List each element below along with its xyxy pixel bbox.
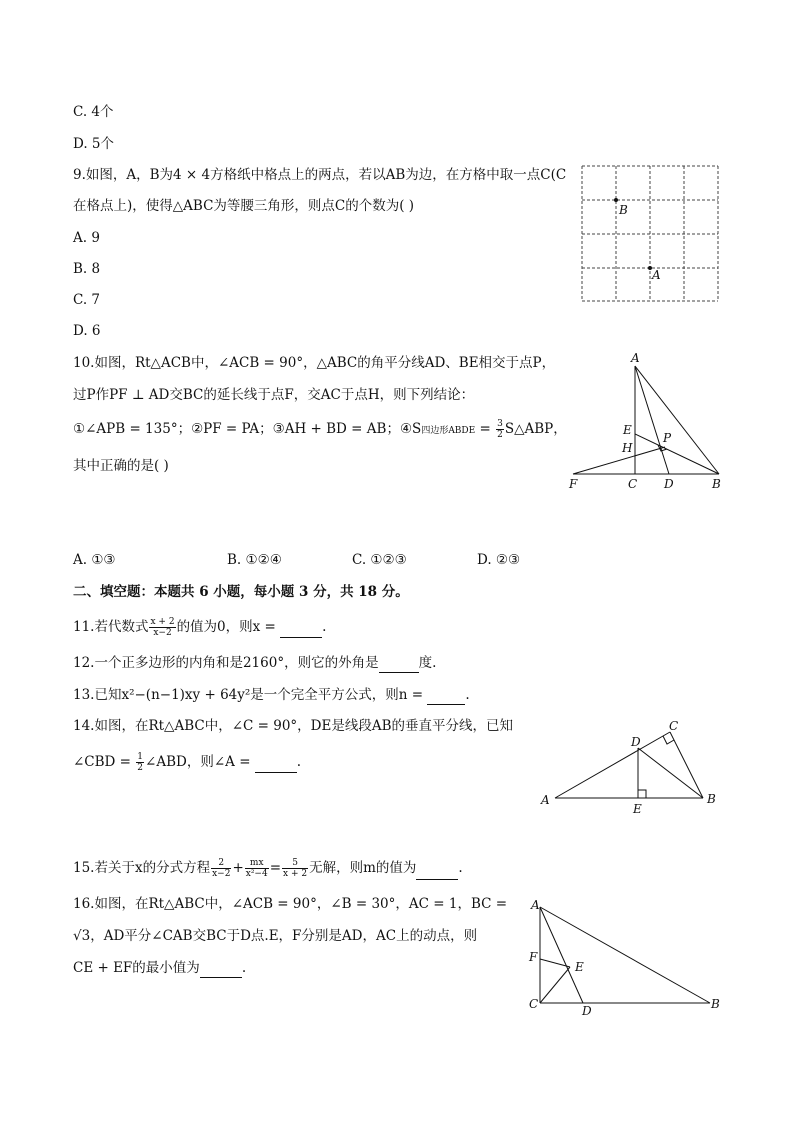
- q16-label-a: A: [531, 898, 540, 912]
- q14-answer-blank[interactable]: [255, 758, 297, 773]
- q14-triangle-figure: [535, 718, 725, 818]
- q10-label-f: F: [569, 477, 578, 491]
- q9-point-b: [614, 198, 618, 202]
- q16-label-c: C: [529, 997, 539, 1011]
- q16-stem-line1: 16.如图，在Rt△ABC中，∠ACB = 90°，∠B = 30°，AC = 1，BC =: [73, 896, 508, 912]
- q10-stem-line3: 其中正确的是( ): [73, 458, 169, 474]
- q10-stmt-end: S△ABP，: [504, 421, 567, 437]
- q16-label-b: B: [711, 997, 720, 1011]
- q12-line: 12.一个正多边形的内角和是2160°，则它的外角是 度.: [73, 655, 437, 671]
- q10-statements: [73, 418, 567, 442]
- q14-line2: ∠CBD = $\frac{1}{2}$ ∠ABD，则∠A = .: [73, 752, 302, 773]
- q14-stem-line1: 14.如图，在Rt△ABC中，∠C = 90°，DE是线段AB的垂直平分线，已知: [73, 718, 514, 734]
- q16-triangle-figure: [525, 895, 725, 1020]
- q9-option-a: A. 9: [73, 230, 100, 246]
- q9-label-a: A: [652, 268, 661, 282]
- q10-option-a: A. ①③: [73, 552, 116, 568]
- q12-answer-blank[interactable]: [379, 658, 419, 673]
- q8-option-d: D. 5个: [73, 136, 115, 152]
- q10-stem-line2: 过P作PF ⊥ AD交BC的延长线于点F，交AC于点H，则下列结论：: [73, 387, 475, 403]
- q10-label-h: H: [622, 441, 633, 455]
- q9-option-c: C. 7: [73, 292, 101, 308]
- q16-label-f: F: [529, 950, 538, 964]
- q16-stem-line2: √3，AD平分∠CAB交BC于D点.E，F分别是AD，AC上的动点，则: [73, 928, 478, 944]
- q9-stem-line2: 在格点上)，使得△ABC为等腰三角形，则点C的个数为( ): [73, 198, 415, 214]
- q10-stmt-eq: =: [475, 421, 496, 437]
- q15-answer-blank[interactable]: [416, 865, 458, 880]
- q9-label-b: B: [619, 203, 628, 217]
- q15-fraction-1: $\frac{2}{x-2}$: [212, 858, 231, 879]
- q15-line: 15.若关于x的分式方程 $\frac{2}{x-2}$ + $\frac{mx}{\text{x²−4}}$ = $\frac{5}{x + 2}$ 无解，则m的值为 .: [73, 858, 463, 879]
- q9-grid-figure: [582, 166, 720, 302]
- q10-label-b: B: [712, 477, 721, 491]
- q10-label-e: E: [623, 423, 632, 437]
- q10-label-d: D: [664, 477, 674, 491]
- q9-option-b: B. 8: [73, 261, 101, 277]
- q14-label-b: B: [707, 792, 716, 806]
- q16-label-d: D: [582, 1004, 592, 1018]
- q16-line3: CE + EF的最小值为 .: [73, 960, 247, 976]
- q10-option-b: B. ①②④: [227, 552, 282, 568]
- q10-stmt-sub: 四边形ABDE: [421, 426, 476, 436]
- q11-line: 11.若代数式 $\frac{x + 2}{x-2}$ 的值为0，则x = .: [73, 617, 327, 638]
- q16-label-e: E: [575, 960, 584, 974]
- q16-answer-blank[interactable]: [200, 963, 242, 978]
- q10-stmt-fraction: $\frac{3}{2}$: [497, 419, 503, 440]
- q10-triangle-figure: [565, 350, 735, 495]
- q10-option-d: D. ②③: [477, 552, 521, 568]
- q10-label-c: C: [628, 477, 638, 491]
- q15-fraction-2: $\frac{mx}{\text{x²−4}}$: [245, 858, 268, 879]
- q9-option-d: D. 6: [73, 323, 101, 339]
- q11-fraction: $\frac{x + 2}{x-2}$: [150, 617, 175, 638]
- q10-label-a: A: [631, 351, 640, 365]
- q10-label-p: P: [663, 431, 672, 445]
- q10-stmt-text: ①∠APB = 135°；②PF = PA；③AH + BD = AB；④S: [73, 421, 422, 437]
- q10-stem-line1: 10.如图，Rt△ACB中，∠ACB = 90°，△ABC的角平分线AD、BE相交于点P，: [73, 355, 556, 371]
- q15-fraction-3: $\frac{5}{x + 2}$: [283, 858, 308, 879]
- q9-stem-line1: 9.如图，A，B为4 × 4方格纸中格点上的两点，若以AB为边，在方格中取一点C(C: [73, 167, 567, 183]
- q13-line: 13.已知x²−(n−1)xy + 64y²是一个完全平方公式，则n = .: [73, 687, 470, 703]
- q10-option-c: C. ①②③: [352, 552, 407, 568]
- q14-label-e: E: [633, 802, 642, 816]
- q13-answer-blank[interactable]: [427, 690, 465, 705]
- q8-option-c: C. 4个: [73, 104, 114, 120]
- q14-fraction: $\frac{1}{2}$: [137, 752, 144, 773]
- q11-answer-blank[interactable]: [280, 623, 322, 638]
- q14-label-a: A: [541, 793, 550, 807]
- section2-title: 二、填空题：本题共 6 小题，每小题 3 分，共 18 分。: [73, 584, 409, 600]
- q14-label-d: D: [631, 735, 641, 749]
- q14-label-c: C: [669, 719, 679, 733]
